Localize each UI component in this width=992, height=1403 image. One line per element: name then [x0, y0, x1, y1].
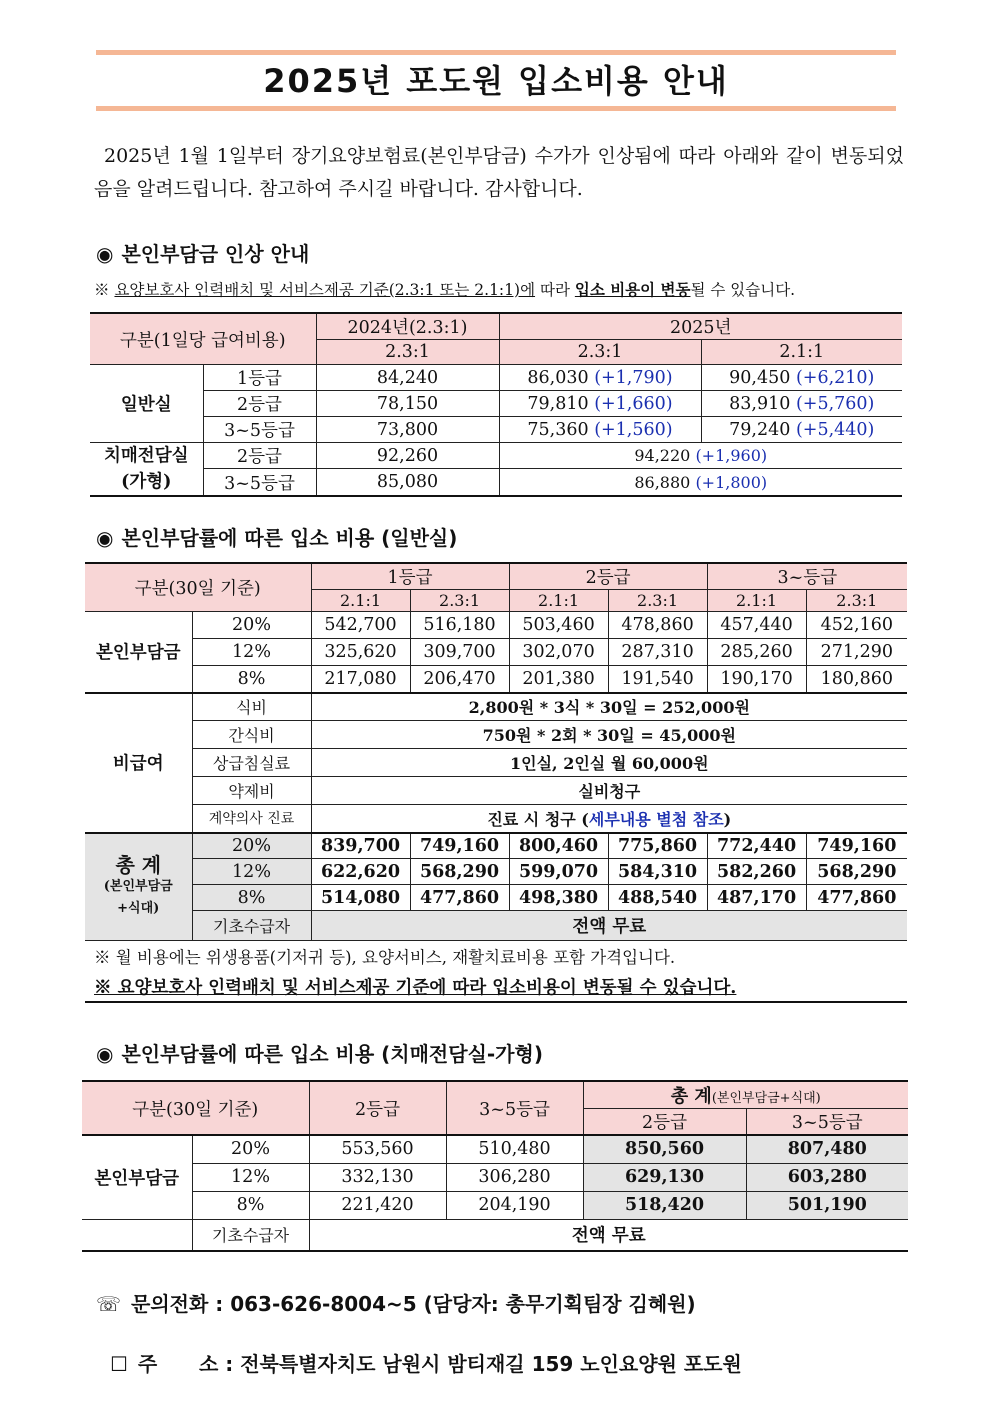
- value-cell: 503,460: [509, 612, 608, 639]
- value-cell: 302,070: [509, 639, 608, 666]
- value-2025a: 75,360 (+1,560): [499, 417, 701, 443]
- table-row: [85, 693, 907, 721]
- value-2024: 92,260: [316, 443, 499, 469]
- table-row: [90, 469, 902, 496]
- header-ratio-2025a: 2.3:1: [499, 340, 701, 365]
- header-category: 구분(30일 기준): [85, 563, 311, 612]
- total-label: 총 계 (본인부담금 +식대): [85, 833, 192, 941]
- total-cell: 582,260: [707, 859, 806, 885]
- total-cell: 584,310: [608, 859, 707, 885]
- total-cell: 498,380: [509, 885, 608, 911]
- header-2024: 2024년(2.3:1): [316, 313, 499, 340]
- group-general: 일반실: [90, 365, 203, 443]
- total-cell: 514,080: [311, 885, 410, 911]
- value-cell: 191,540: [608, 666, 707, 693]
- value-2025a: 79,810 (+1,660): [499, 391, 701, 417]
- table-row: [85, 639, 907, 666]
- header-ratio: 2.1:1: [311, 590, 410, 612]
- table-row: [90, 443, 902, 469]
- section2-note1: ※ 월 비용에는 위생용품(기저귀 등), 요양서비스, 재활치료비용 포함 가격입니다.: [94, 948, 676, 967]
- group-dementia: 치매전담실 (가형): [90, 443, 203, 497]
- copay-label: 본인부담금: [85, 612, 192, 693]
- rate-cell: 12%: [192, 1163, 309, 1191]
- header-ratio: 2.3:1: [608, 590, 707, 612]
- basic-label: 기초수급자: [192, 1219, 309, 1251]
- copay-increase-table: [90, 312, 902, 497]
- total-cell: 772,440: [707, 833, 806, 859]
- total-cell: 839,700: [311, 833, 410, 859]
- total-cell: 749,160: [806, 833, 907, 859]
- total-cell: 800,460: [509, 833, 608, 859]
- value-cell: 201,380: [509, 666, 608, 693]
- bullet-icon: ◉: [96, 242, 114, 266]
- total-cell: 629,130: [583, 1163, 746, 1191]
- item-cell: 식비: [192, 693, 311, 721]
- total-cell: 775,860: [608, 833, 707, 859]
- table-row: [85, 805, 907, 833]
- value-2024: 73,800: [316, 417, 499, 443]
- value-cell: 306,280: [446, 1163, 583, 1191]
- grade-cell: 3~5등급: [203, 469, 316, 496]
- table-row: [85, 859, 907, 885]
- desc-cell: 진료 시 청구 (세부내용 별첨 참조): [311, 805, 907, 833]
- value-cell: 309,700: [410, 639, 509, 666]
- value-cell: 221,420: [309, 1191, 446, 1219]
- grade-cell: 2등급: [203, 391, 316, 417]
- item-cell: 계약의사 진료: [192, 805, 311, 833]
- phone-icon: ☏: [96, 1292, 122, 1316]
- table-row: [82, 1163, 908, 1191]
- title-bottom-rule: [96, 106, 896, 111]
- table-row: [85, 885, 907, 911]
- table-row: [85, 777, 907, 805]
- section3-heading: [96, 1038, 543, 1067]
- desc-cell: 1인실, 2인실 월 60,000원: [311, 749, 907, 777]
- bullet-icon: ◉: [96, 526, 114, 550]
- section2-title: 본인부담률에 따른 입소 비용 (일반실): [121, 526, 458, 550]
- rate-cell: 20%: [192, 833, 311, 859]
- value-2024: 84,240: [316, 365, 499, 391]
- value-cell: 217,080: [311, 666, 410, 693]
- item-cell: 상급침실료: [192, 749, 311, 777]
- nonbenefit-label: 비급여: [85, 693, 192, 833]
- value-2025: 86,880 (+1,800): [499, 469, 902, 496]
- note-end: 될 수 있습니다.: [690, 281, 796, 299]
- section3-title: 본인부담률에 따른 입소 비용 (치매전담실-가형): [121, 1042, 543, 1066]
- value-2025: 94,220 (+1,960): [499, 443, 902, 469]
- note-mark: ※: [94, 281, 110, 299]
- value-cell: 516,180: [410, 612, 509, 639]
- value-cell: 510,480: [446, 1135, 583, 1163]
- rate-cell: 20%: [192, 1135, 309, 1163]
- total-cell: 518,420: [583, 1191, 746, 1219]
- value-2025b: 90,450 (+6,210): [701, 365, 902, 391]
- basic-value: 전액 무료: [311, 911, 907, 941]
- value-cell: 285,260: [707, 639, 806, 666]
- table-row: [82, 1135, 908, 1163]
- table-row: [82, 1219, 908, 1251]
- rate-cell: 12%: [192, 639, 311, 666]
- title-top-rule: [96, 50, 896, 55]
- header-total-grade35: 3~5등급: [746, 1109, 908, 1136]
- rate-cell: 8%: [192, 666, 311, 693]
- header-total-grade2: 2등급: [583, 1109, 746, 1136]
- value-2024: 78,150: [316, 391, 499, 417]
- grade-cell: 1등급: [203, 365, 316, 391]
- contact-phone: [96, 1288, 696, 1317]
- total-cell: 477,860: [410, 885, 509, 911]
- header-ratio-2025b: 2.1:1: [701, 340, 902, 365]
- section2-heading: [96, 522, 457, 551]
- total-cell: 501,190: [746, 1191, 908, 1219]
- total-cell: 488,540: [608, 885, 707, 911]
- value-cell: 287,310: [608, 639, 707, 666]
- item-cell: 간식비: [192, 721, 311, 749]
- dementia-room-cost-table: [82, 1080, 908, 1252]
- table-row: [90, 417, 902, 443]
- section1-heading: [96, 238, 309, 267]
- phone-text: 문의전화 : 063-626-8004~5 (담당자: 총무기획팀장 김혜원): [131, 1292, 696, 1316]
- total-cell: 568,290: [806, 859, 907, 885]
- grade-cell: 2등급: [203, 443, 316, 469]
- header-ratio: 2.1:1: [509, 590, 608, 612]
- general-room-cost-table: [85, 562, 907, 941]
- rate-cell: 8%: [192, 885, 311, 911]
- header-grade1: 1등급: [311, 563, 509, 590]
- value-cell: 332,130: [309, 1163, 446, 1191]
- value-2025b: 83,910 (+5,760): [701, 391, 902, 417]
- value-cell: 271,290: [806, 639, 907, 666]
- value-cell: 206,470: [410, 666, 509, 693]
- total-cell: 807,480: [746, 1135, 908, 1163]
- header-grade3: 3~등급: [707, 563, 907, 590]
- table-row: [90, 365, 902, 391]
- section1-note: [94, 278, 795, 300]
- rate-cell: 20%: [192, 612, 311, 639]
- value-cell: 325,620: [311, 639, 410, 666]
- value-cell: 190,170: [707, 666, 806, 693]
- total-cell: 477,860: [806, 885, 907, 911]
- value-2025b: 79,240 (+5,440): [701, 417, 902, 443]
- desc-cell: 2,800원 * 3식 * 30일 = 252,000원: [311, 693, 907, 721]
- section2-divider: [85, 1001, 907, 1003]
- contact-address: [96, 1324, 742, 1377]
- header-grade35: 3~5등급: [446, 1081, 583, 1135]
- section1-title: 본인부담금 인상 안내: [121, 242, 310, 266]
- header-category: 구분(30일 기준): [82, 1081, 309, 1135]
- total-cell: 568,290: [410, 859, 509, 885]
- title-banner: [96, 50, 896, 114]
- value-cell: 204,190: [446, 1191, 583, 1219]
- header-grade2: 2등급: [509, 563, 707, 590]
- total-cell: 622,620: [311, 859, 410, 885]
- note-underlined-2: 입소 비용이 변동: [574, 280, 691, 299]
- total-cell: 850,560: [583, 1135, 746, 1163]
- checkbox-icon: ☐: [109, 1352, 128, 1376]
- value-cell: 542,700: [311, 612, 410, 639]
- header-category: 구분(1일당 급여비용): [90, 313, 316, 365]
- desc-cell: 실비청구: [311, 777, 907, 805]
- table-row: [85, 749, 907, 777]
- value-cell: 553,560: [309, 1135, 446, 1163]
- page-title: 2025년 포도원 입소비용 안내: [263, 62, 729, 100]
- rate-cell: 8%: [192, 1191, 309, 1219]
- intro-paragraph: 2025년 1월 1일부터 장기요양보험료(본인부담금) 수가가 인상됨에 따라 아래와 같이 변동되었음을 알려드립니다. 참고하여 주시길 바랍니다. 감사합니다.: [94, 145, 904, 200]
- address-text: 주 소 : 전북특별자치도 남원시 밤티재길 159 노인요양원 포도원: [137, 1352, 742, 1376]
- value-2025a: 86,030 (+1,790): [499, 365, 701, 391]
- header-ratio: 2.1:1: [707, 590, 806, 612]
- total-cell: 749,160: [410, 833, 509, 859]
- table-row: [85, 721, 907, 749]
- header-grade2: 2등급: [309, 1081, 446, 1135]
- table-row: [85, 833, 907, 859]
- desc-cell: 750원 * 2회 * 30일 = 45,000원: [311, 721, 907, 749]
- value-2024: 85,080: [316, 469, 499, 496]
- value-cell: 180,860: [806, 666, 907, 693]
- table-row: [90, 391, 902, 417]
- section2-note2: ※ 요양보호사 인력배치 및 서비스제공 기준에 따라 입소비용이 변동될 수 있습니다.: [94, 978, 737, 998]
- grade-cell: 3~5등급: [203, 417, 316, 443]
- value-cell: 457,440: [707, 612, 806, 639]
- header-2025: 2025년: [499, 313, 902, 340]
- header-ratio: 2.3:1: [410, 590, 509, 612]
- header-total: 총 계(본인부담금+식대): [583, 1081, 908, 1109]
- total-cell: 487,170: [707, 885, 806, 911]
- value-cell: 452,160: [806, 612, 907, 639]
- total-cell: 599,070: [509, 859, 608, 885]
- value-cell: 478,860: [608, 612, 707, 639]
- item-cell: 약제비: [192, 777, 311, 805]
- basic-label: 기초수급자: [192, 911, 311, 941]
- table-row: [85, 911, 907, 941]
- basic-value: 전액 무료: [309, 1219, 908, 1251]
- note-underlined-1: 요양보호사 인력배치 및 서비스제공 기준(2.3:1 또는 2.1:1)에: [114, 281, 536, 299]
- table-row: [85, 612, 907, 639]
- note-mid: 따라: [535, 281, 575, 299]
- header-ratio-2024: 2.3:1: [316, 340, 499, 365]
- blank-cell: [82, 1219, 192, 1251]
- header-ratio: 2.3:1: [806, 590, 907, 612]
- table-row: [82, 1191, 908, 1219]
- copay-label: 본인부담금: [82, 1135, 192, 1219]
- rate-cell: 12%: [192, 859, 311, 885]
- total-cell: 603,280: [746, 1163, 908, 1191]
- table-row: [85, 666, 907, 693]
- bullet-icon: ◉: [96, 1042, 114, 1066]
